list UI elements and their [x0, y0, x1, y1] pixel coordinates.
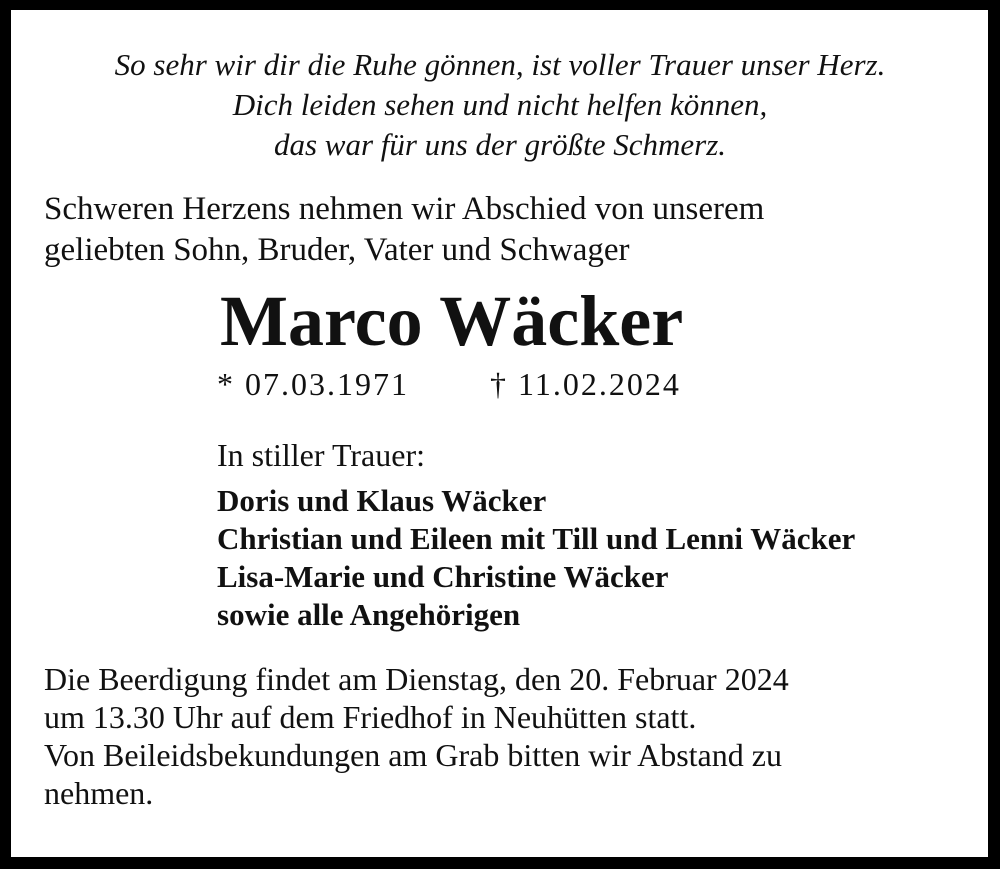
funeral-line: Von Beileidsbekundungen am Grab bitten wir Abstand zu	[44, 737, 782, 773]
intro-line: Schweren Herzens nehmen wir Abschied von unserem	[44, 191, 765, 227]
intro-line: geliebten Sohn, Bruder, Vater und Schwager	[44, 232, 630, 268]
life-dates	[0, 364, 1000, 404]
funeral-line: Die Beerdigung findet am Dienstag, den 20. Februar 2024	[44, 661, 789, 697]
funeral-info	[44, 660, 789, 812]
intro-text	[44, 189, 764, 271]
mourner-line: sowie alle Angehörigen	[217, 597, 521, 632]
death-date: † 11.02.2024	[490, 366, 681, 402]
deceased-name: Marco Wäcker	[220, 281, 684, 361]
mourner-line: Christian und Eileen mit Till und Lenni Wäcker	[217, 521, 856, 556]
funeral-line: nehmen.	[44, 775, 154, 811]
funeral-line: um 13.30 Uhr auf dem Friedhof in Neuhütten statt.	[44, 699, 697, 735]
mourning-salutation: In stiller Trauer:	[217, 437, 425, 473]
mourner-line: Lisa-Marie und Christine Wäcker	[217, 559, 669, 594]
verse-line: Dich leiden sehen und nicht helfen können,	[232, 87, 768, 122]
verse-line: das war für uns der größte Schmerz.	[273, 127, 727, 162]
birth-date: * 07.03.1971	[217, 366, 409, 402]
verse-line: So sehr wir dir die Ruhe gönnen, ist voller Trauer unser Herz.	[114, 47, 886, 82]
mourner-line: Doris und Klaus Wäcker	[217, 483, 547, 518]
mourners-list	[217, 482, 855, 634]
memorial-verse	[0, 45, 1000, 165]
